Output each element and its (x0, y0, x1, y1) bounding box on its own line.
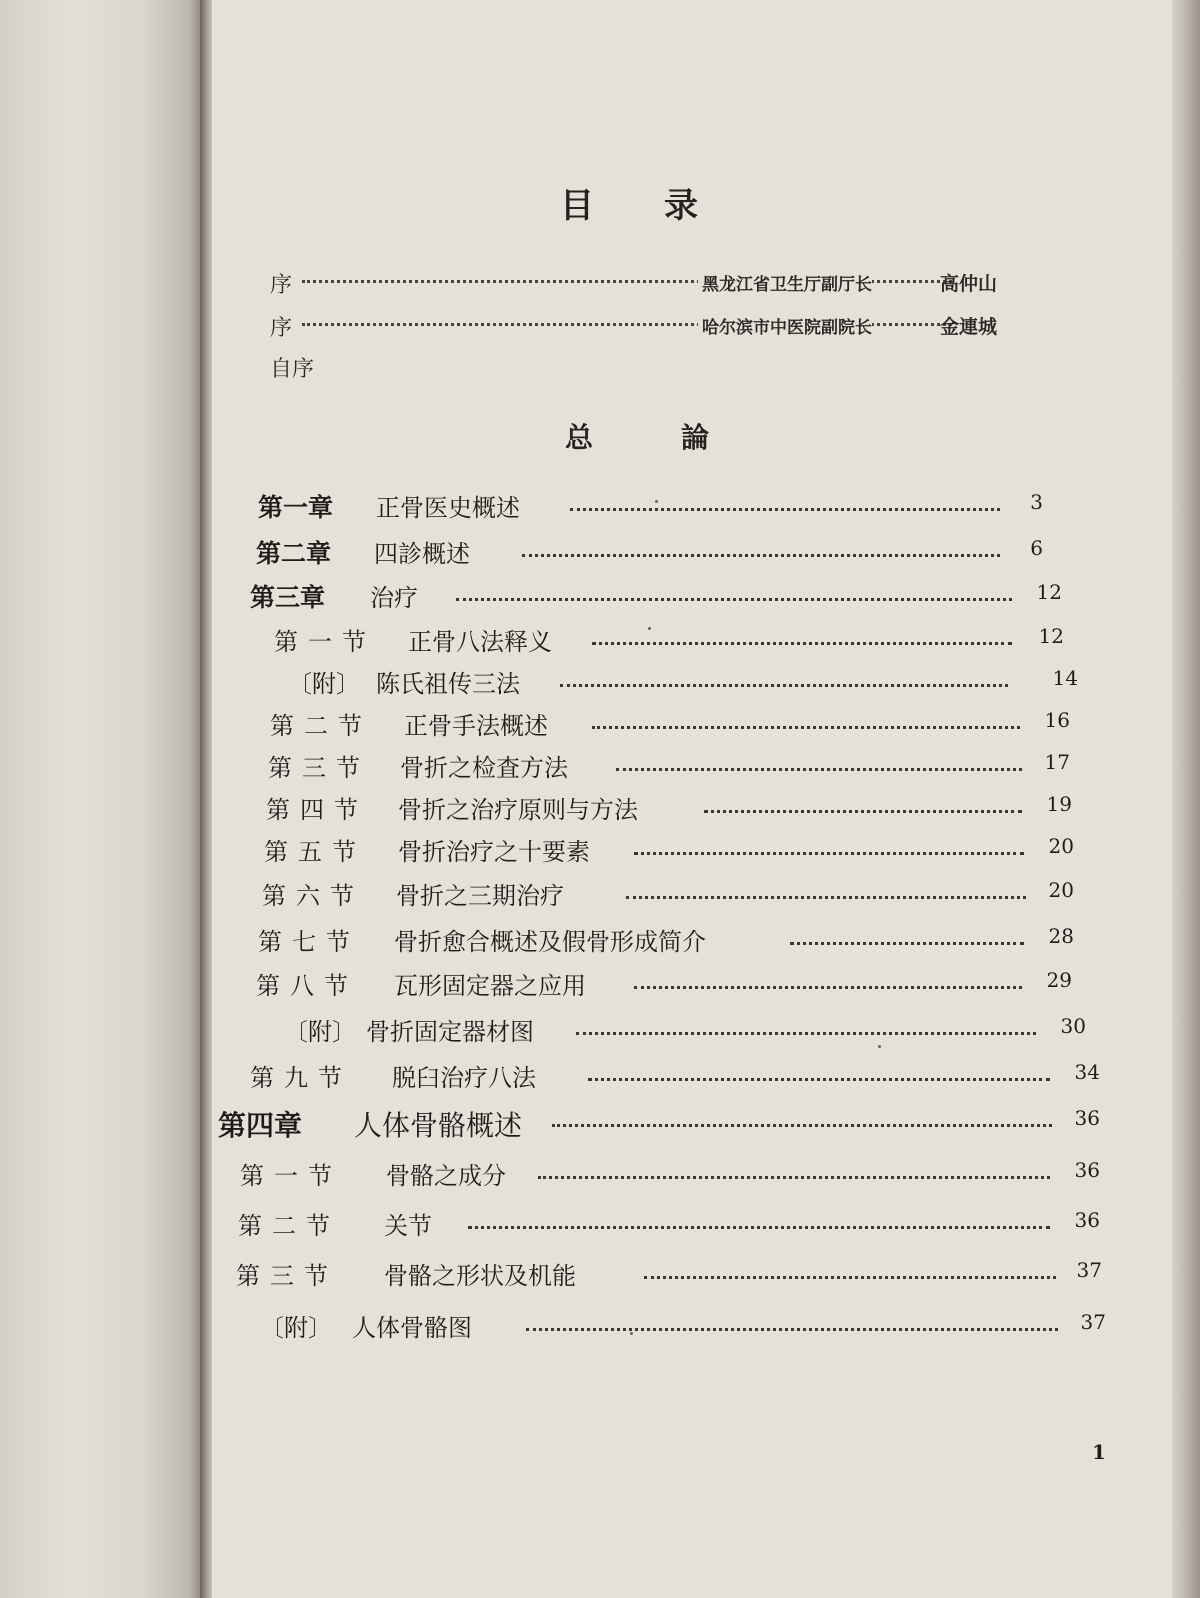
toc-page-number: 29 (1046, 968, 1072, 992)
toc-entry-section (274, 622, 1074, 658)
preface-entry-3 (270, 352, 1030, 386)
toc-text: 骨折之三期治疗 (396, 882, 564, 910)
toc-text: 正骨八法释义 (408, 628, 552, 656)
toc-number: 第六节 (262, 882, 364, 910)
toc-number: 第七节 (258, 928, 360, 956)
preface-label: 自序 (270, 357, 315, 382)
toc-text: 人体骨骼概述 (354, 1109, 523, 1142)
page-title: 目录 (560, 186, 768, 226)
dot-leader (538, 1176, 1050, 1179)
toc-number: 第三节 (268, 754, 370, 782)
toc-text: 瓦形固定器之应用 (394, 972, 586, 1000)
toc-page-number: 14 (1052, 666, 1078, 690)
dot-leader (468, 1226, 1050, 1229)
toc-number: 〔附〕 (284, 1018, 356, 1046)
toc-entry-section (266, 790, 1090, 826)
section-title: 总論 (565, 421, 798, 454)
toc-entry-appendix (284, 1012, 1102, 1048)
toc-number: 第一节 (274, 628, 376, 656)
toc-text: 骨折之治疗原则与方法 (398, 796, 638, 824)
dot-leader (552, 1124, 1052, 1127)
print-speck (878, 1045, 881, 1048)
dot-leader (588, 1078, 1050, 1081)
toc-text: 脱臼治疗八法 (392, 1064, 536, 1092)
book-gutter (200, 0, 212, 1598)
toc-number: 第二节 (238, 1212, 340, 1240)
toc-number: 〔附〕 (260, 1314, 332, 1342)
dot-leader (456, 598, 1012, 601)
toc-page-number: 34 (1074, 1060, 1100, 1084)
dot-leader (634, 852, 1024, 855)
toc-number: 第八节 (256, 972, 358, 1000)
toc-page-number: 6 (1030, 536, 1043, 560)
toc-text: 骨骼之成分 (386, 1162, 506, 1190)
toc-page-number: 16 (1044, 708, 1070, 732)
toc-entry-section (256, 966, 1098, 1002)
toc-entry-appendix (288, 664, 1080, 700)
preface-entry-2 (270, 311, 1030, 345)
toc-page-number: 36 (1074, 1106, 1100, 1130)
toc-number: 第三章 (250, 583, 326, 612)
dot-leader (570, 508, 1000, 511)
print-speck (648, 627, 651, 630)
toc-page-number: 30 (1060, 1014, 1086, 1038)
preface-author-role: 黑龙江省卫生厅副厅长 (698, 270, 872, 295)
preface-label: 序 (270, 273, 293, 298)
toc-entry-section (258, 922, 1096, 958)
toc-text: 正骨手法概述 (404, 712, 548, 740)
toc-entry-chapter-2 (256, 534, 1048, 570)
preface-author-name: 高仲山 (940, 273, 998, 295)
toc-entry-section (240, 1156, 1108, 1192)
toc-entry-section (250, 1058, 1106, 1094)
toc-entry-chapter-4 (218, 1104, 1106, 1140)
dot-leader (626, 896, 1026, 899)
dot-leader (576, 1032, 1036, 1035)
toc-text: 骨骼之形状及机能 (384, 1262, 576, 1290)
toc-number: 第九节 (250, 1064, 352, 1092)
toc-text: 人体骨骼图 (352, 1314, 472, 1342)
toc-text: 骨折治疗之十要素 (398, 838, 590, 866)
toc-text: 陈氏祖传三法 (376, 670, 520, 698)
toc-page-number: 28 (1048, 924, 1074, 948)
toc-page-number: 12 (1038, 624, 1064, 648)
toc-text: 治疗 (370, 584, 418, 612)
dot-leader (790, 942, 1024, 945)
dot-leader (634, 986, 1022, 989)
toc-page-number: 12 (1036, 580, 1062, 604)
print-speck (655, 500, 658, 503)
toc-number: 第三节 (236, 1262, 338, 1290)
dot-leader (522, 554, 1000, 557)
toc-text: 正骨医史概述 (376, 494, 520, 522)
toc-page-number: 17 (1044, 750, 1070, 774)
dot-leader (526, 1328, 1058, 1331)
page-edge (1172, 0, 1200, 1598)
toc-text: 骨折之检査方法 (400, 754, 568, 782)
dot-leader (560, 684, 1008, 687)
toc-page-number: 37 (1080, 1310, 1106, 1334)
toc-text: 骨折固定器材图 (366, 1018, 534, 1046)
toc-page-number: 37 (1076, 1258, 1102, 1282)
toc-entry-appendix (260, 1308, 1110, 1344)
preface-entry-1 (270, 268, 1030, 302)
toc-entry-chapter-3 (250, 578, 1072, 614)
toc-page-number: 19 (1046, 792, 1072, 816)
toc-number: 第二节 (270, 712, 372, 740)
toc-entry-section (238, 1206, 1108, 1242)
toc-number: 第四节 (266, 796, 368, 824)
toc-entry-section (264, 832, 1094, 868)
toc-entry-section (262, 876, 1096, 912)
toc-number: 第四章 (218, 1109, 303, 1142)
toc-page-number: 36 (1074, 1208, 1100, 1232)
toc-entry-section (268, 748, 1086, 784)
toc-page-number: 36 (1074, 1158, 1100, 1182)
dot-leader (592, 726, 1020, 729)
toc-entry-section (270, 706, 1082, 742)
toc-text: 关节 (384, 1212, 432, 1240)
preface-author-name: 金連城 (940, 316, 998, 338)
toc-number: 第二章 (256, 539, 332, 568)
toc-entry-section (236, 1256, 1108, 1292)
toc-number: 第五节 (264, 838, 366, 866)
dot-leader (592, 642, 1012, 645)
dot-leader (644, 1276, 1056, 1279)
preface-label: 序 (270, 316, 293, 341)
toc-number: 第一节 (240, 1162, 342, 1190)
toc-page-number: 20 (1048, 834, 1074, 858)
toc-number: 〔附〕 (288, 670, 360, 698)
toc-page-number: 20 (1048, 878, 1074, 902)
toc-page-number: 3 (1030, 490, 1043, 514)
toc-text: 四診概述 (374, 540, 470, 568)
toc-number: 第一章 (258, 493, 334, 522)
dot-leader (704, 810, 1022, 813)
toc-entry-chapter-1 (258, 488, 1048, 524)
print-speck (630, 1332, 633, 1335)
dot-leader (616, 768, 1022, 771)
page-number: 1 (1092, 1440, 1106, 1464)
left-page-shadow (70, 0, 210, 1598)
toc-text: 骨折愈合概述及假骨形成简介 (394, 928, 706, 956)
preface-author-role: 哈尔滨市中医院副院长 (698, 313, 872, 338)
